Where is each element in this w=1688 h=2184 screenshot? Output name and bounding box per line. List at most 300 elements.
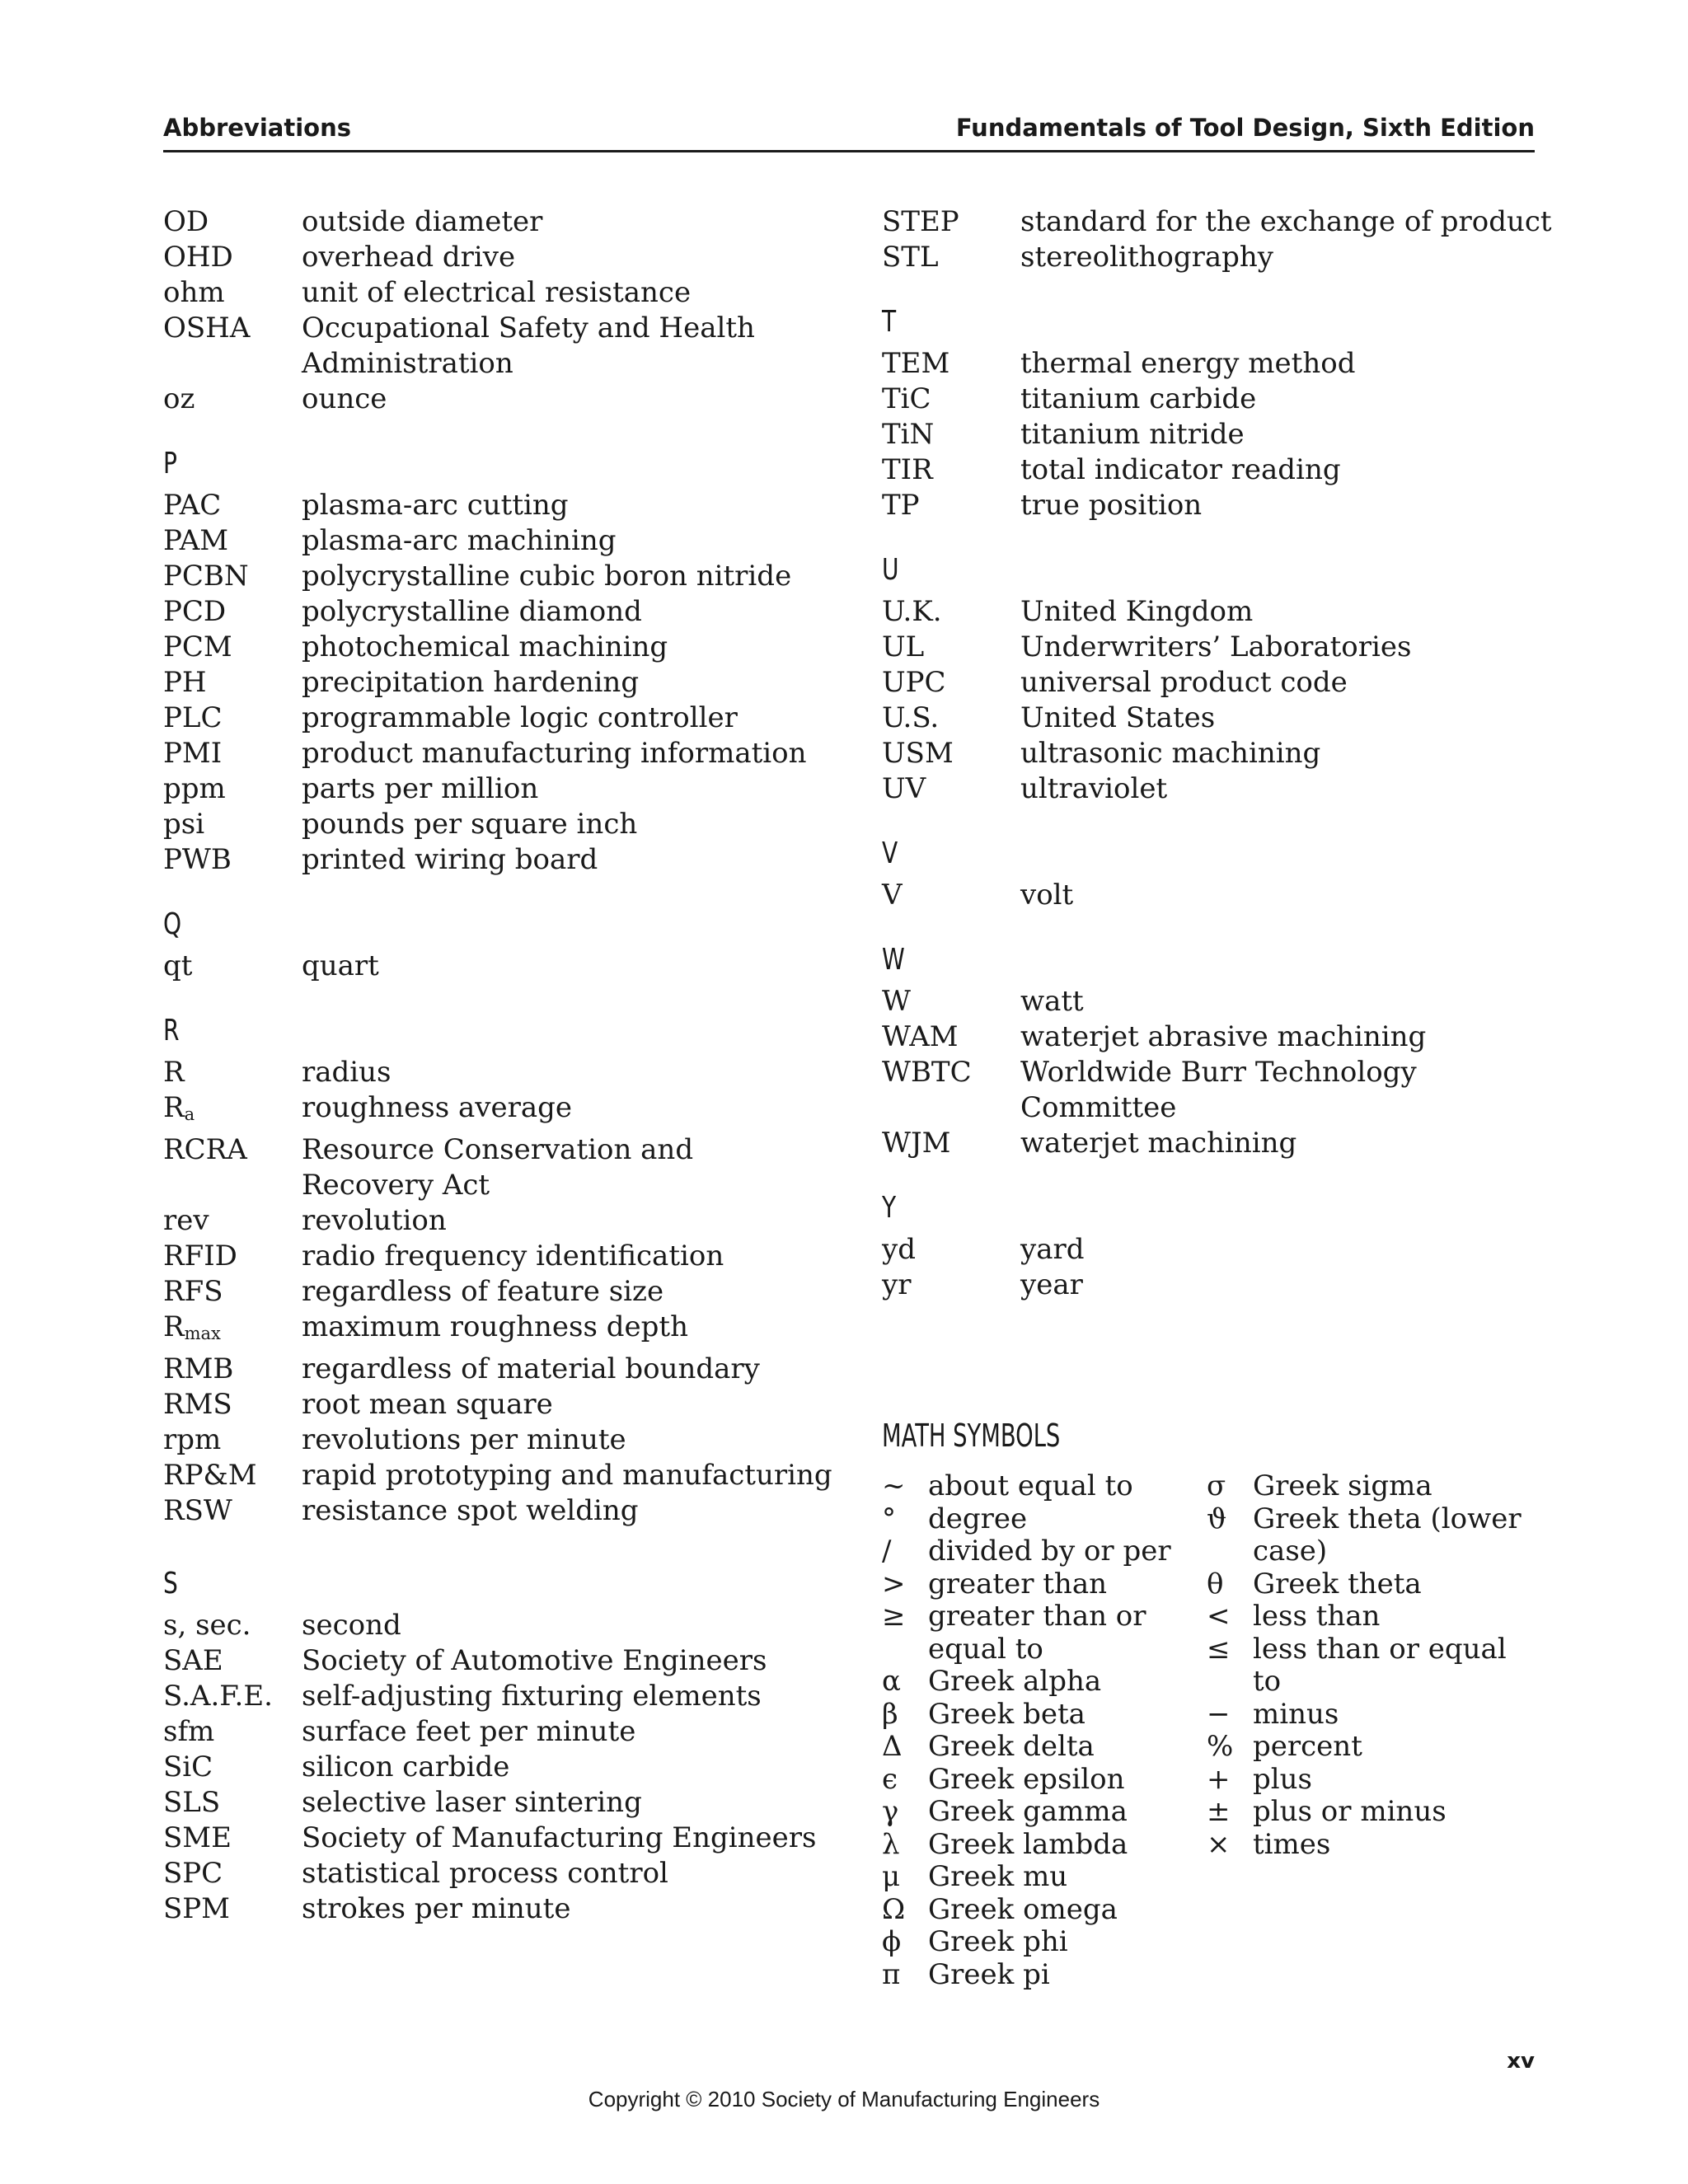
abbreviation-text: WAM <box>882 1020 959 1053</box>
section-entries <box>882 346 1541 523</box>
abbreviation-term <box>163 807 302 842</box>
math-symbol-meaning: Greek mu <box>928 1860 1068 1893</box>
abbreviation-text: S.A.F.E. <box>163 1680 273 1713</box>
abbreviation-entry <box>163 1203 839 1239</box>
abbreviation-term <box>163 382 302 417</box>
abbreviation-entry <box>163 630 839 665</box>
math-symbol-meaning: Greek beta <box>928 1697 1085 1731</box>
abbreviation-text: PCBN <box>163 560 249 593</box>
abbreviation-term <box>882 665 1020 701</box>
math-symbol-glyph: > <box>882 1567 906 1601</box>
math-symbol-glyph: ~ <box>882 1469 906 1502</box>
abbreviation-text: V <box>882 879 903 912</box>
abbreviation-text: yr <box>882 1268 912 1301</box>
abbreviation-term <box>882 1090 1020 1126</box>
abbreviation-definition: surface feet per minute <box>302 1715 636 1748</box>
abbreviation-definition: universal product code <box>1020 666 1348 699</box>
abbreviation-term <box>882 417 1020 452</box>
abbreviation-text: s, sec. <box>163 1609 251 1642</box>
abbreviation-entry <box>882 240 1541 275</box>
abbreviation-term <box>882 382 1020 417</box>
abbreviation-entry <box>163 1714 839 1750</box>
math-symbols-section <box>882 1413 1541 1991</box>
abbreviation-definition: Resource Conservation and <box>302 1133 694 1166</box>
abbreviation-term <box>163 559 302 594</box>
abbreviation-definition: plasma-arc cutting <box>302 489 569 522</box>
section-entries <box>163 1055 839 1529</box>
abbreviation-entry <box>163 1856 839 1891</box>
section-q <box>163 904 839 984</box>
abbreviation-definition: yard <box>1020 1233 1085 1266</box>
abbreviation-definition: ultraviolet <box>1020 772 1168 805</box>
abbreviation-term <box>163 1168 302 1203</box>
math-symbol-glyph: ± <box>1207 1795 1231 1828</box>
left-column <box>163 204 839 1927</box>
abbreviation-text: ppm <box>163 772 226 805</box>
abbreviation-term <box>163 1679 302 1714</box>
section-entries <box>163 488 839 878</box>
math-symbol-row <box>882 1535 1207 1568</box>
abbreviation-entry <box>163 1239 839 1274</box>
math-symbol-glyph: / <box>882 1535 892 1568</box>
abbreviation-text: OHD <box>163 241 233 274</box>
abbreviation-entry <box>163 204 839 240</box>
abbreviation-text: PAM <box>163 524 229 557</box>
math-symbol-meaning: Greek theta (lower <box>1253 1502 1522 1535</box>
section-entries <box>882 594 1541 807</box>
math-symbol-meaning: greater than or <box>928 1600 1146 1633</box>
math-symbol-glyph: % <box>1207 1730 1234 1763</box>
abbreviation-text: PWB <box>163 843 232 876</box>
math-symbol-row <box>1207 1829 1531 1862</box>
abbreviation-entry <box>882 417 1541 452</box>
abbreviation-entry <box>163 1310 839 1352</box>
abbreviation-entry <box>163 594 839 630</box>
abbreviation-term <box>882 1055 1020 1090</box>
abbreviation-entry <box>163 346 839 382</box>
header-book-title: Fundamentals of Tool Design, Sixth Edition <box>955 114 1535 142</box>
math-symbols-heading: MATH SYMBOLS <box>882 1418 1061 1454</box>
abbreviation-definition: pounds per square inch <box>302 808 638 841</box>
abbreviation-entry <box>163 1679 839 1714</box>
abbreviation-text: PMI <box>163 737 223 770</box>
abbreviation-text: R <box>163 1310 185 1343</box>
math-symbol-glyph: α <box>882 1665 901 1698</box>
abbreviation-text: RMB <box>163 1352 234 1385</box>
abbreviation-definition: radius <box>302 1056 392 1089</box>
section-u <box>882 550 1541 807</box>
section-r <box>163 1010 839 1529</box>
abbreviation-entry <box>882 701 1541 736</box>
abbreviation-entry <box>163 1168 839 1203</box>
math-symbol-row <box>882 1633 1207 1666</box>
abbreviation-definition: Society of Automotive Engineers <box>302 1644 767 1677</box>
abbreviation-text: W <box>882 985 911 1018</box>
abbreviation-term <box>163 523 302 559</box>
abbreviation-definition: Underwriters’ Laboratories <box>1020 630 1412 663</box>
abbreviation-definition: selective laser sintering <box>302 1786 642 1819</box>
abbreviation-entry <box>882 771 1541 807</box>
math-symbol-glyph: γ <box>882 1795 899 1828</box>
abbreviation-definition: stereolithography <box>1020 241 1274 274</box>
math-symbol-row <box>882 1699 1207 1732</box>
abbreviation-entry <box>882 594 1541 630</box>
abbreviation-entry <box>163 1821 839 1856</box>
section-letter-heading: P <box>163 447 177 480</box>
math-symbol-meaning: plus or minus <box>1253 1795 1447 1828</box>
section-letter-heading: Q <box>163 907 182 941</box>
math-symbol-glyph: + <box>1207 1762 1231 1796</box>
abbreviation-term <box>163 736 302 771</box>
math-symbol-glyph: μ <box>882 1860 901 1893</box>
abbreviation-text: TP <box>882 489 920 522</box>
abbreviation-term <box>882 630 1020 665</box>
math-symbol-meaning: greater than <box>928 1567 1107 1601</box>
abbreviation-definition: Occupational Safety and Health <box>302 312 755 344</box>
math-symbol-row <box>1207 1699 1531 1732</box>
abbreviation-term <box>163 1608 302 1643</box>
math-symbol-meaning: divided by or per <box>928 1535 1171 1568</box>
math-symbol-glyph: Δ <box>882 1730 903 1763</box>
math-symbol-glyph <box>1207 1535 1253 1568</box>
abbreviation-term <box>163 701 302 736</box>
math-symbol-glyph: σ <box>1207 1469 1226 1502</box>
abbreviation-term <box>163 1239 302 1274</box>
math-symbol-row <box>1207 1535 1531 1568</box>
math-symbol-row <box>1207 1731 1531 1764</box>
abbreviation-text: UPC <box>882 666 946 699</box>
abbreviation-term <box>882 1019 1020 1055</box>
math-symbol-row <box>882 1503 1207 1536</box>
abbreviation-definition: titanium nitride <box>1020 418 1245 451</box>
math-symbol-row <box>882 1666 1207 1699</box>
abbreviation-definition: true position <box>1020 489 1203 522</box>
section-t <box>882 302 1541 523</box>
math-symbol-row <box>882 1894 1207 1927</box>
section-letter-heading: S <box>163 1567 178 1601</box>
section-letter-heading: W <box>882 943 905 977</box>
abbreviation-text: USM <box>882 737 954 770</box>
abbreviation-definition: regardless of material boundary <box>302 1352 760 1385</box>
abbreviation-definition: polycrystalline diamond <box>302 595 642 628</box>
abbreviation-definition: standard for the exchange of product <box>1020 205 1552 238</box>
math-symbol-meaning: percent <box>1253 1730 1362 1763</box>
abbreviation-definition: waterjet abrasive machining <box>1020 1020 1427 1053</box>
abbreviation-text: RMS <box>163 1388 232 1421</box>
abbreviation-definition: resistance spot welding <box>302 1494 639 1527</box>
math-symbol-glyph: ϑ <box>1207 1502 1227 1535</box>
o-entries <box>163 204 839 417</box>
abbreviation-term <box>882 701 1020 736</box>
math-symbol-row <box>882 1926 1207 1959</box>
abbreviation-entry <box>163 1055 839 1090</box>
abbreviation-entry <box>163 1352 839 1387</box>
section-letter-heading: U <box>882 553 899 587</box>
abbreviation-definition: strokes per minute <box>302 1892 571 1925</box>
abbreviation-term <box>163 1203 302 1239</box>
section-p <box>163 443 839 878</box>
abbreviation-term <box>882 878 1020 913</box>
abbreviation-term <box>163 311 302 346</box>
math-symbol-glyph: ϕ <box>882 1925 902 1958</box>
abbreviation-text: U.K. <box>882 595 942 628</box>
math-symbol-glyph: ϵ <box>882 1762 898 1796</box>
math-symbol-glyph: π <box>882 1957 901 1991</box>
abbreviation-text: SPC <box>163 1857 223 1890</box>
abbreviation-entry <box>163 1274 839 1310</box>
abbreviation-text: OD <box>163 205 209 238</box>
math-symbol-glyph: λ <box>882 1827 900 1861</box>
abbreviation-term <box>163 1352 302 1387</box>
math-symbol-glyph: ≥ <box>882 1600 906 1633</box>
abbreviation-text: UL <box>882 630 925 663</box>
section-entries <box>882 984 1541 1161</box>
abbreviation-term <box>163 1785 302 1821</box>
abbreviation-term <box>163 204 302 240</box>
math-symbol-meaning: minus <box>1253 1697 1339 1731</box>
math-symbol-meaning: case) <box>1253 1535 1328 1568</box>
abbreviation-entry <box>163 665 839 701</box>
abbreviation-text: ohm <box>163 276 225 309</box>
page-number: xv <box>1507 2049 1535 2074</box>
math-symbol-glyph <box>882 1633 928 1666</box>
math-symbol-meaning: degree <box>928 1502 1028 1535</box>
abbreviation-entry <box>882 736 1541 771</box>
math-symbol-row <box>882 1601 1207 1633</box>
abbreviation-subscript: max <box>184 1324 221 1343</box>
abbreviation-definition: second <box>302 1609 401 1642</box>
section-letter-heading: R <box>163 1014 180 1047</box>
abbreviation-term <box>163 346 302 382</box>
math-symbol-row <box>1207 1633 1531 1699</box>
abbreviation-definition: product manufacturing information <box>302 737 807 770</box>
abbreviation-term <box>163 275 302 311</box>
copyright-footer: Copyright © 2010 Society of Manufacturing Engineers <box>588 2087 1100 2111</box>
abbreviation-entry <box>163 771 839 807</box>
math-symbol-row <box>1207 1503 1531 1536</box>
abbreviation-entry <box>882 878 1541 913</box>
abbreviation-entry <box>882 488 1541 523</box>
abbreviation-text: RFID <box>163 1240 237 1272</box>
math-symbol-glyph: − <box>1207 1697 1231 1731</box>
header-section-title: Abbreviations <box>163 114 351 142</box>
abbreviation-text: TiC <box>882 382 931 415</box>
math-symbol-meaning: times <box>1253 1827 1331 1861</box>
math-symbol-row <box>1207 1601 1531 1633</box>
abbreviation-definition: revolution <box>302 1204 447 1237</box>
abbreviation-text: U.S. <box>882 701 940 734</box>
abbreviation-entry <box>882 1055 1541 1090</box>
abbreviation-term <box>163 842 302 878</box>
abbreviation-entry <box>882 630 1541 665</box>
abbreviation-entry <box>163 1493 839 1529</box>
abbreviation-text: UV <box>882 772 926 805</box>
section-y <box>882 1188 1541 1303</box>
abbreviation-text: TIR <box>882 453 933 486</box>
abbreviation-entry <box>163 1458 839 1493</box>
abbreviation-entry <box>163 275 839 311</box>
abbreviation-term <box>882 452 1020 488</box>
abbreviation-term <box>163 1643 302 1679</box>
math-symbol-glyph: × <box>1207 1827 1231 1861</box>
abbreviation-entry <box>882 984 1541 1019</box>
abbreviation-text: OSHA <box>163 312 251 344</box>
math-symbol-row <box>1207 1764 1531 1797</box>
abbreviation-definition: Committee <box>1020 1091 1177 1124</box>
abbreviation-term <box>163 1750 302 1785</box>
running-header <box>163 109 1535 152</box>
abbreviation-definition: Society of Manufacturing Engineers <box>302 1821 817 1854</box>
abbreviation-definition: root mean square <box>302 1388 553 1421</box>
abbreviation-definition: total indicator reading <box>1020 453 1341 486</box>
section-entries <box>882 878 1541 913</box>
abbreviation-term <box>163 240 302 275</box>
abbreviation-term <box>163 594 302 630</box>
math-symbol-meaning: plus <box>1253 1762 1312 1796</box>
math-symbol-meaning: Greek gamma <box>928 1795 1128 1828</box>
abbreviation-term <box>882 1268 1020 1303</box>
abbreviation-entry <box>163 1750 839 1785</box>
abbreviation-term <box>163 665 302 701</box>
abbreviation-text: WBTC <box>882 1056 972 1089</box>
abbreviation-term <box>882 346 1020 382</box>
abbreviation-text: SiC <box>163 1750 213 1783</box>
abbreviation-definition: statistical process control <box>302 1857 668 1890</box>
math-symbol-meaning: Greek epsilon <box>928 1762 1125 1796</box>
abbreviation-definition: United States <box>1020 701 1216 734</box>
abbreviation-entry <box>163 1132 839 1168</box>
abbreviation-entry <box>163 842 839 878</box>
math-symbol-meaning: less than or equal to <box>1253 1632 1507 1698</box>
abbreviation-term <box>882 488 1020 523</box>
abbreviation-definition: plasma-arc machining <box>302 524 617 557</box>
abbreviation-definition: Administration <box>302 347 513 380</box>
math-symbol-row <box>1207 1796 1531 1829</box>
abbreviation-term <box>163 1090 302 1132</box>
math-symbol-meaning: Greek sigma <box>1253 1469 1432 1502</box>
abbreviation-entry <box>163 736 839 771</box>
abbreviation-term <box>163 771 302 807</box>
math-symbol-meaning: about equal to <box>928 1469 1133 1502</box>
math-symbol-row <box>882 1731 1207 1764</box>
abbreviation-definition: silicon carbide <box>302 1750 510 1783</box>
abbreviation-term <box>163 1422 302 1458</box>
math-symbol-row <box>1207 1568 1531 1601</box>
math-symbol-glyph: β <box>882 1697 898 1731</box>
abbreviation-definition: polycrystalline cubic boron nitride <box>302 560 792 593</box>
abbreviation-definition: rapid prototyping and manufacturing <box>302 1459 832 1492</box>
abbreviation-text: SME <box>163 1821 232 1854</box>
abbreviation-entry <box>882 1126 1541 1161</box>
abbreviation-text: STEP <box>882 205 959 238</box>
section-w <box>882 940 1541 1161</box>
abbreviation-term <box>882 1126 1020 1161</box>
abbreviation-term <box>163 1493 302 1529</box>
abbreviation-text: RFS <box>163 1275 223 1308</box>
abbreviation-entry <box>882 346 1541 382</box>
abbreviation-entry <box>882 1019 1541 1055</box>
abbreviation-term <box>163 949 302 984</box>
abbreviation-entry <box>163 382 839 417</box>
math-symbol-meaning: Greek phi <box>928 1925 1068 1958</box>
abbreviation-text: PLC <box>163 701 223 734</box>
abbreviation-definition: Worldwide Burr Technology <box>1020 1056 1417 1089</box>
abbreviation-definition: photochemical machining <box>302 630 668 663</box>
math-symbol-row <box>882 1796 1207 1829</box>
abbreviation-definition: parts per million <box>302 772 539 805</box>
s-continued-entries <box>882 204 1552 275</box>
abbreviation-entry <box>882 382 1541 417</box>
math-symbol-glyph: < <box>1207 1600 1231 1633</box>
abbreviation-term <box>163 488 302 523</box>
abbreviation-definition: watt <box>1020 985 1084 1018</box>
abbreviation-entry <box>163 1090 839 1132</box>
abbreviation-definition: quart <box>302 949 379 982</box>
section-v <box>882 833 1541 913</box>
abbreviation-entry <box>882 665 1541 701</box>
abbreviation-term <box>163 1458 302 1493</box>
abbreviation-entry <box>163 701 839 736</box>
section-letter-heading: V <box>882 837 898 870</box>
abbreviation-entry <box>163 523 839 559</box>
abbreviation-text: RP&M <box>163 1459 257 1492</box>
abbreviation-entry <box>163 240 839 275</box>
math-symbol-meaning: equal to <box>928 1632 1043 1666</box>
abbreviation-text: sfm <box>163 1715 215 1748</box>
abbreviation-definition: volt <box>1020 879 1074 912</box>
abbreviation-text: WJM <box>882 1127 951 1160</box>
abbreviation-definition: United Kingdom <box>1020 595 1254 628</box>
math-symbol-meaning: Greek theta <box>1253 1567 1422 1601</box>
math-symbol-meaning: Greek omega <box>928 1892 1118 1926</box>
abbreviation-entry <box>882 1090 1541 1126</box>
math-symbol-row <box>882 1829 1207 1862</box>
abbreviation-definition: maximum roughness depth <box>302 1310 688 1343</box>
abbreviation-entry <box>163 1891 839 1927</box>
abbreviation-entry <box>882 1268 1541 1303</box>
abbreviation-entry <box>163 559 839 594</box>
abbreviation-definition: radio frequency identification <box>302 1240 724 1272</box>
abbreviation-text: RSW <box>163 1494 232 1527</box>
abbreviation-term <box>882 1232 1020 1268</box>
abbreviation-text: PH <box>163 666 207 699</box>
section-letter-heading: Y <box>882 1191 897 1225</box>
abbreviation-definition: ounce <box>302 382 387 415</box>
section-letter-heading: T <box>882 305 897 339</box>
abbreviation-term <box>163 1714 302 1750</box>
abbreviation-term <box>163 1891 302 1927</box>
abbreviation-text: qt <box>163 949 193 982</box>
section-entries <box>163 949 839 984</box>
math-symbol-row <box>882 1764 1207 1797</box>
abbreviation-term <box>163 1055 302 1090</box>
math-symbol-row <box>882 1470 1207 1503</box>
abbreviation-text: psi <box>163 808 205 841</box>
abbreviation-definition: self-adjusting fixturing elements <box>302 1680 762 1713</box>
abbreviation-definition: printed wiring board <box>302 843 598 876</box>
abbreviation-text: SLS <box>163 1786 221 1819</box>
math-symbol-meaning: Greek delta <box>928 1730 1095 1763</box>
section-entries <box>882 1232 1541 1303</box>
abbreviation-entry <box>163 1608 839 1643</box>
abbreviation-text: PAC <box>163 489 222 522</box>
abbreviation-term <box>163 1274 302 1310</box>
abbreviation-entry <box>882 204 1552 240</box>
math-symbol-meaning: Greek pi <box>928 1957 1050 1991</box>
abbreviation-definition: overhead drive <box>302 241 516 274</box>
abbreviation-definition: precipitation hardening <box>302 666 640 699</box>
abbreviation-text: yd <box>882 1233 916 1266</box>
